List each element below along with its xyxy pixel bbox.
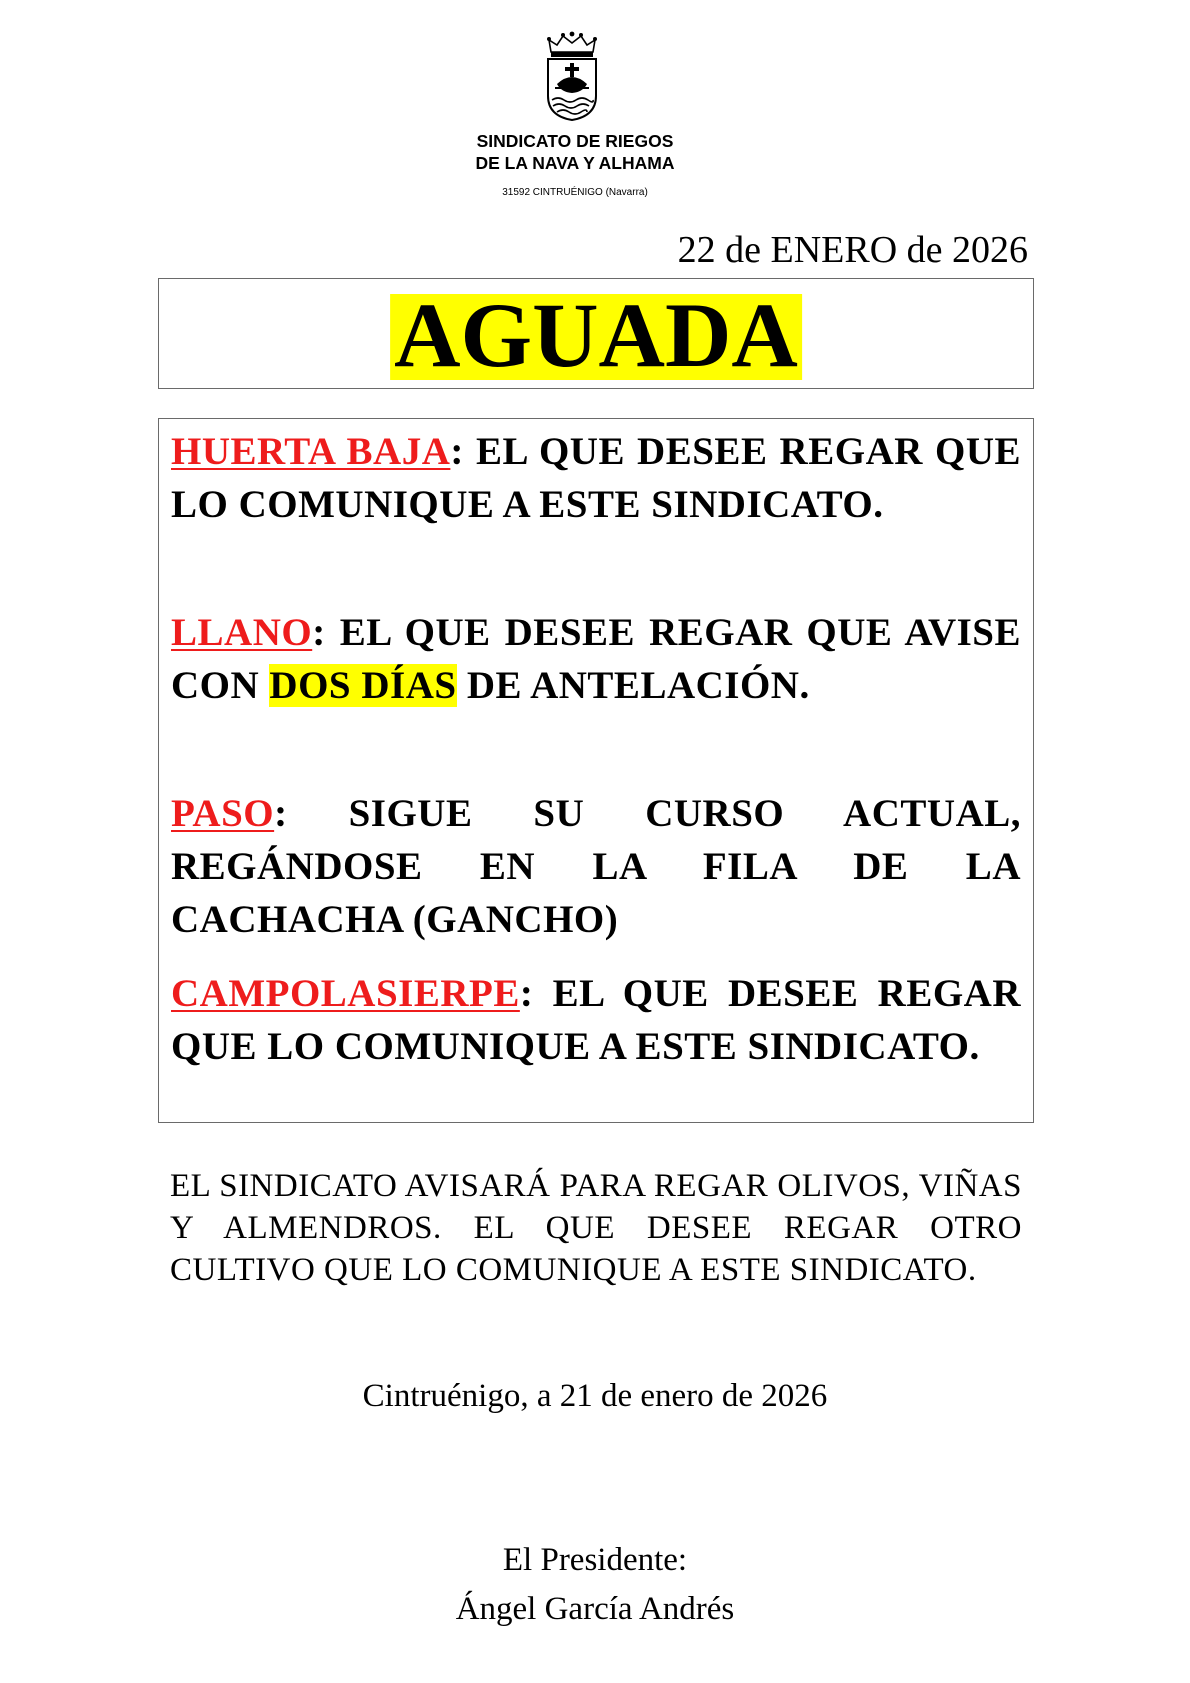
page-title: AGUADA: [390, 294, 802, 380]
title-box: [158, 278, 1034, 389]
signature-name: Ángel García Andrés: [455, 1591, 735, 1627]
org-address: 31592 CINTRUÉNIGO (Navarra): [502, 187, 648, 198]
zone-name: PASO: [171, 792, 275, 835]
zone-text: : EL QUE DESEE REGAR QUE AVISE CON: [171, 611, 1021, 707]
zone-text: DE ANTELACIÓN.: [456, 664, 810, 707]
zone-text: : SIGUE SU CURSO ACTUAL, REGÁNDOSE EN LA FILA DE LA CACHACHA (GANCHO): [171, 792, 1021, 941]
zones-box: [158, 418, 1034, 1123]
org-name-line1: SINDICATO DE RIEGOS: [476, 131, 674, 151]
coat-of-arms-icon: [543, 30, 601, 122]
signature-role: El Presidente:: [502, 1542, 688, 1578]
zone-name: LLANO: [171, 611, 313, 654]
zone-paso: [171, 787, 1021, 946]
org-name-line2: DE LA NAVA Y ALHAMA: [475, 153, 675, 173]
notice-date: 22 de ENERO de 2026: [677, 229, 1028, 271]
zone-campolasierpe: [171, 967, 1021, 1073]
place-date: Cintruénigo, a 21 de enero de 2026: [362, 1378, 828, 1414]
zone-huerta-baja: [171, 425, 1021, 531]
zone-text: : EL QUE DESEE REGAR QUE LO COMUNIQUE A ESTE SINDICATO.: [171, 972, 1021, 1068]
zone-text: : EL QUE DESEE REGAR QUE LO COMUNIQUE A ESTE SINDICATO.: [171, 430, 1022, 526]
general-notice: EL SINDICATO AVISARÁ PARA REGAR OLIVOS, VIÑAS Y ALMENDROS. EL QUE DESEE REGAR OTRO CULTIVO QUE LO COMUNIQUE A ESTE SINDICATO.: [170, 1168, 1022, 1288]
highlighted-text: DOS DÍAS: [269, 664, 457, 707]
zone-name: HUERTA BAJA: [171, 430, 451, 473]
zone-name: CAMPOLASIERPE: [171, 972, 520, 1015]
zone-llano: [171, 606, 1021, 712]
